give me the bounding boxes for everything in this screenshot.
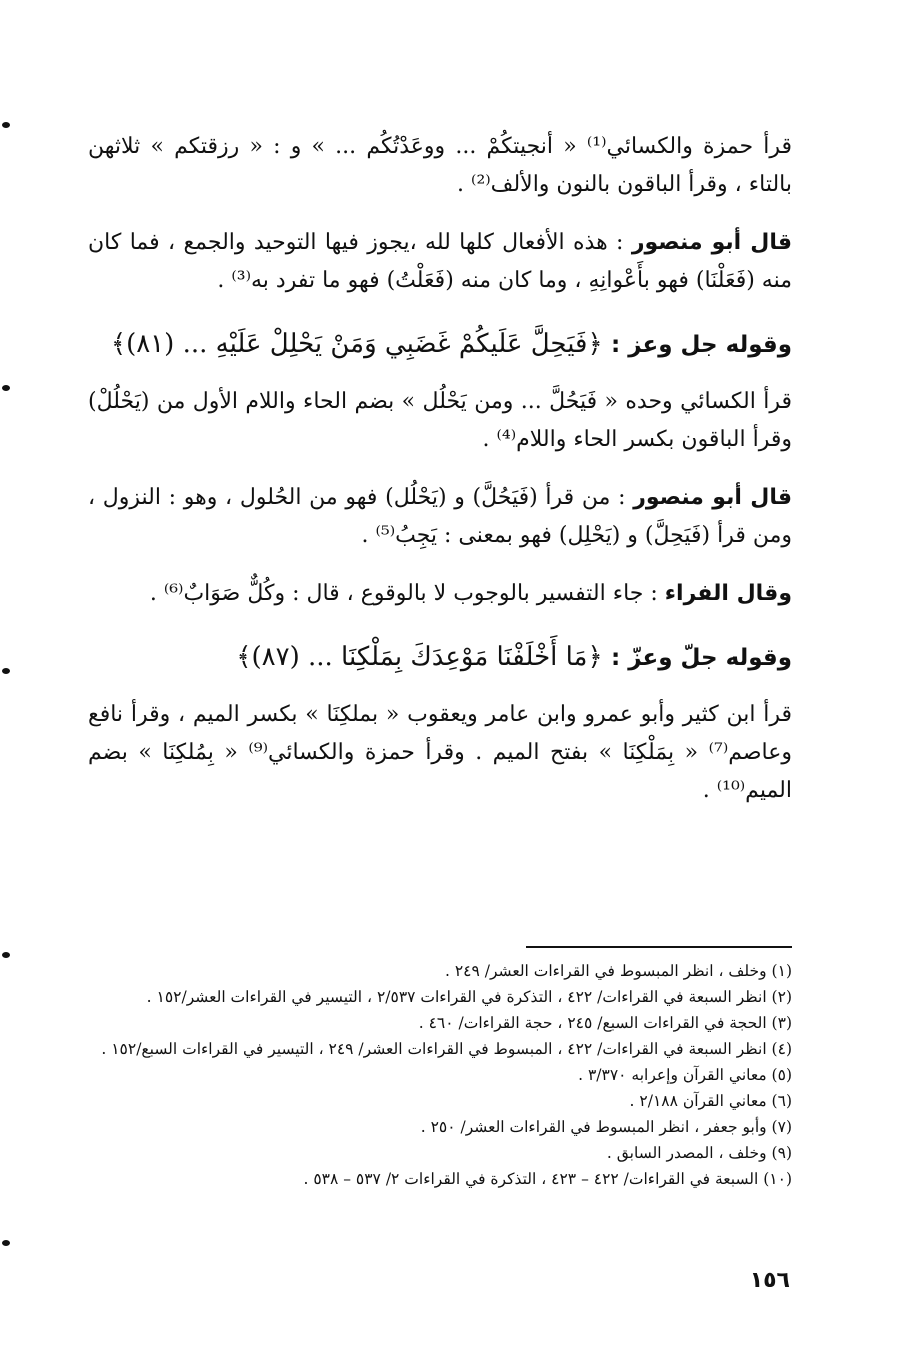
paragraph [88, 575, 792, 613]
footnote: (٤) انظر السبعة في القراءات/ ٤٢٢ ، المبسوط في القراءات العشر/ ٢٤٩ ، التيسير في القراءات السبع/١٥٢ . [101, 1040, 792, 1058]
quran-verse [88, 320, 792, 369]
verse-text: ﴿مَا أَخْلَفْنَا مَوْعِدَكَ بِمَلْكِنَا ... (٨٧)﴾ [236, 642, 603, 672]
paragraph: قرأ الكسائي وحده « فَيَحُلَّ ... ومن يَحْلُل » بضم الحاء واللام الأول من (يَحْلُلْ) وقرأ الباقون بكسر الحاء واللام⁽⁴⁾ . [88, 389, 792, 452]
verse-intro: وقوله جل وعز : [610, 332, 792, 358]
speaker-label: قال أبو منصور [631, 230, 792, 255]
paragraph-text: : جاء التفسير بالوجوب لا بالوقوع ، قال : وكُلٌّ صَوَابٌ⁽⁶⁾ . [149, 581, 658, 606]
page-number: ١٥٦ [749, 1268, 790, 1293]
footnote: (٧) وأبو جعفر ، انظر المبسوط في القراءات العشر/ ٢٥٠ . [420, 1118, 792, 1136]
footnote: (١) وخلف ، انظر المبسوط في القراءات العشر/ ٢٤٩ . [444, 962, 792, 980]
paragraph: قرأ ابن كثير وأبو عمرو وابن عامر ويعقوب « بملكِنَا » بكسر الميم ، وقرأ نافع وعاصم⁽⁷⁾ « بِمَلْكِنَا » بفتح الميم . وقرأ حمزة والكسائي⁽⁹⁾ « بِمُلكِنَا » بضم الميم⁽¹⁰⁾ . [88, 702, 792, 803]
paragraph [88, 224, 792, 300]
paragraph-text: : هذه الأفعال كلها لله ،يجوز فيها التوحيد والجمع ، فما كان منه (فَعَلْنَا) فهو بأَعْوانِهِ ، وما كان منه (فَعَلْتُ) فهو ما تفرد به⁽³⁾ . [88, 230, 792, 293]
footnote: (٥) معاني القرآن وإعرابه ٣/٣٧٠ . [578, 1066, 792, 1084]
paragraph-text: : من قرأ (فَيَحُلَّ) و (يَحْلُل) فهو من الحُلول ، وهو : النزول ، ومن قرأ (فَيَحِلَّ) و (يَحْلِل) فهو بمعنى : يَجِبُ⁽⁵⁾ . [88, 485, 792, 548]
footnote: (٣) الحجة في القراءات السبع/ ٢٤٥ ، حجة القراءات/ ٤٦٠ . [418, 1014, 792, 1032]
margin-mark [2, 122, 10, 128]
footnote: (٦) معاني القرآن ٢/١٨٨ . [629, 1092, 792, 1110]
margin-mark [2, 385, 10, 391]
main-text [88, 128, 792, 830]
margin-mark [2, 952, 10, 958]
footnote-divider [526, 946, 792, 948]
footnote: (٢) انظر السبعة في القراءات/ ٤٢٢ ، التذكرة في القراءات ٢/٥٣٧ ، التيسير في القراءات العشر/١٥٢ . [146, 988, 792, 1006]
speaker-label: وقال الفراء [664, 581, 792, 606]
footnotes [88, 958, 792, 1192]
quran-verse [88, 633, 792, 682]
margin-mark [2, 1240, 10, 1246]
margin-mark [2, 668, 10, 674]
verse-intro: وقوله جلّ وعزّ : [610, 645, 792, 671]
speaker-label: قال أبو منصور [633, 485, 792, 510]
verse-text: ﴿فَيَحِلَّ عَلَيكُمْ غَضَبِي وَمَنْ يَحْلِلْ عَلَيْهِ ... (٨١)﴾ [110, 329, 603, 359]
footnote: (٩) وخلف ، المصدر السابق . [606, 1144, 792, 1162]
footnote: (١٠) السبعة في القراءات/ ٤٢٢ – ٤٢٣ ، التذكرة في القراءات ٢/ ٥٣٧ – ٥٣٨ . [303, 1170, 792, 1188]
paragraph: قرأ حمزة والكسائي⁽¹⁾ « أنجيتكُمْ ... ووعَدْتُكُم ... » و : « رزقتكم » ثلاثهن بالتاء ، وقرأ الباقون بالنون والألف⁽²⁾ . [88, 134, 792, 197]
paragraph [88, 479, 792, 555]
